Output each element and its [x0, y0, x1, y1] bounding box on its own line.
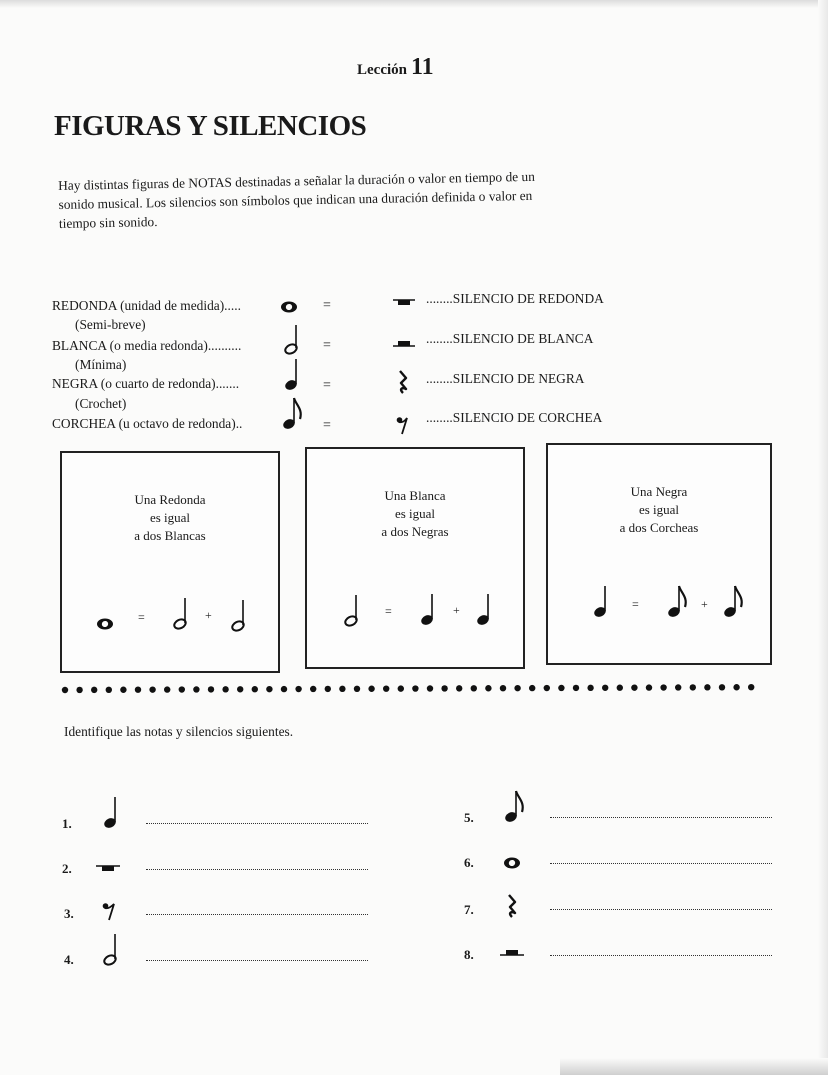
eighth-note-icon: [281, 397, 303, 431]
divider-dot: [660, 684, 666, 690]
quarter-rest-icon: [396, 370, 410, 394]
exercise-number: 4.: [64, 952, 74, 967]
box-line: es igual: [394, 506, 436, 521]
divider-dot: [383, 685, 389, 691]
quarter-note-icon: [475, 593, 493, 627]
answer-line[interactable]: [146, 823, 368, 824]
divider-dot: [339, 686, 345, 692]
divider-dot: [91, 687, 97, 693]
divider-dot: [295, 686, 301, 692]
figure-name-negra: NEGRA (o cuarto de redonda).......: [52, 376, 240, 391]
equals-sign: =: [138, 610, 145, 624]
figure-name-redonda: REDONDA (unidad de medida).....: [52, 298, 241, 313]
box-line: a dos Corcheas: [619, 520, 699, 535]
rest-label-corchea: ........SILENCIO DE CORCHEA: [426, 410, 603, 425]
answer-line[interactable]: [550, 955, 772, 956]
equals-sign: =: [323, 418, 331, 433]
divider-dot: [719, 684, 725, 690]
whole-note-icon: [96, 617, 114, 631]
equals-sign: =: [323, 298, 331, 313]
box-line: Una Redonda: [134, 492, 206, 507]
box-line: a dos Negras: [381, 524, 449, 539]
divider-dot: [76, 687, 82, 693]
divider-dot: [690, 684, 696, 690]
divider-dot: [471, 685, 477, 691]
divider-dot: [514, 685, 520, 691]
equals-sign: =: [323, 378, 331, 393]
box-line: es igual: [638, 502, 680, 517]
divider-dot: [252, 686, 258, 692]
exercise-instruction: Identifique las notas y silencios siguientes.: [64, 724, 294, 739]
quarter-note-icon: [283, 358, 301, 392]
divider-dot: [222, 686, 228, 692]
divider-dot: [120, 687, 126, 693]
divider-dot: [617, 685, 623, 691]
divider-dot: [573, 685, 579, 691]
equals-sign: =: [385, 604, 392, 618]
half-note-icon: [283, 324, 301, 356]
figure-name-corchea: CORCHEA (u octavo de redonda)..: [52, 416, 243, 431]
divider-dot: [675, 684, 681, 690]
answer-line[interactable]: [146, 914, 368, 915]
whole-rest-icon: [96, 864, 120, 874]
answer-line[interactable]: [550, 909, 772, 910]
exercise-number: 1.: [62, 816, 72, 831]
divider-dot: [529, 685, 535, 691]
divider-dot: [602, 685, 608, 691]
box-line: Una Blanca: [384, 488, 446, 503]
whole-note-icon: [503, 856, 521, 870]
equivalence-box-redonda: [60, 451, 280, 673]
answer-line[interactable]: [146, 960, 368, 961]
box-line: Una Negra: [630, 484, 688, 499]
exercise-number: 7.: [464, 902, 474, 917]
half-note-icon: [343, 594, 361, 628]
divider-dot: [208, 686, 214, 692]
divider-dot: [310, 686, 316, 692]
figure-alt-blanca: (Mínima): [75, 357, 127, 372]
equals-sign: =: [632, 597, 639, 611]
divider-dot: [646, 684, 652, 690]
quarter-note-icon: [102, 796, 120, 830]
intro-paragraph: Hay distintas figuras de NOTAS destinadas a señalar la duración o valor en tiempo de un sonido musical. Los silencios son símbolos que indican una duración definida o valor en tiempo sin sonido.: [58, 168, 536, 231]
divider-dot: [631, 684, 637, 690]
eighth-note-icon: [722, 585, 744, 619]
divider-dot: [281, 686, 287, 692]
rest-label-blanca: ........SILENCIO DE BLANCA: [426, 331, 594, 346]
rest-label-redonda: ........SILENCIO DE REDONDA: [426, 291, 604, 306]
divider-dot: [485, 685, 491, 691]
whole-rest-icon: [393, 298, 415, 308]
plus-sign: +: [453, 603, 460, 617]
divider-dot: [149, 686, 155, 692]
plus-sign: +: [205, 608, 212, 622]
half-rest-icon: [393, 338, 415, 350]
divider-dot: [179, 686, 185, 692]
divider-dot: [266, 686, 272, 692]
divider-dot: [544, 685, 550, 691]
half-note-icon: [102, 933, 120, 967]
divider-dot: [748, 684, 754, 690]
answer-line[interactable]: [550, 863, 772, 864]
eighth-note-icon: [666, 585, 688, 619]
equals-sign: =: [323, 338, 331, 353]
rest-label-negra: ........SILENCIO DE NEGRA: [426, 371, 585, 386]
eighth-rest-icon: [396, 416, 410, 436]
box-line: a dos Blancas: [134, 528, 206, 543]
answer-line[interactable]: [146, 869, 368, 870]
quarter-note-icon: [592, 585, 610, 619]
dotted-divider: [60, 682, 760, 696]
figure-alt-redonda: (Semi-breve): [75, 317, 146, 332]
divider-dot: [368, 686, 374, 692]
divider-dot: [456, 685, 462, 691]
divider-dot: [558, 685, 564, 691]
lesson-heading: [357, 54, 434, 81]
half-note-icon: [172, 597, 190, 631]
divider-dot: [704, 684, 710, 690]
divider-dot: [733, 684, 739, 690]
page-right-edge: [818, 0, 828, 1075]
lesson-label: Lección: [357, 62, 407, 78]
answer-line[interactable]: [550, 817, 772, 818]
divider-dot: [106, 687, 112, 693]
page-title: FIGURAS Y SILENCIOS: [54, 110, 367, 142]
whole-note-icon: [280, 300, 298, 314]
divider-dot: [412, 685, 418, 691]
exercise-number: 8.: [464, 947, 474, 962]
half-note-icon: [230, 599, 248, 633]
divider-dot: [237, 686, 243, 692]
exercise-number: 6.: [464, 855, 474, 870]
divider-dot: [587, 685, 593, 691]
divider-dot: [164, 686, 170, 692]
page-bottom-edge: [560, 1058, 828, 1075]
exercise-number: 5.: [464, 810, 474, 825]
figure-name-blanca: BLANCA (o media redonda)..........: [52, 338, 242, 353]
eighth-note-icon: [503, 790, 525, 824]
quarter-rest-icon: [505, 894, 519, 918]
eighth-rest-icon: [102, 902, 118, 922]
divider-dot: [427, 685, 433, 691]
plus-sign: +: [701, 597, 708, 611]
exercise-number: 3.: [64, 906, 74, 921]
divider-dot: [441, 685, 447, 691]
equivalence-box-negra: [546, 443, 772, 665]
quarter-note-icon: [419, 593, 437, 627]
divider-dot: [500, 685, 506, 691]
page-top-edge: [0, 0, 828, 8]
divider-dot: [325, 686, 331, 692]
half-rest-icon: [500, 947, 524, 959]
equivalence-box-blanca: [305, 447, 525, 669]
box-line: es igual: [149, 510, 191, 525]
divider-dot: [62, 687, 68, 693]
divider-dot: [398, 685, 404, 691]
lesson-number: 11: [411, 54, 434, 80]
divider-dot: [193, 686, 199, 692]
divider-dot: [354, 686, 360, 692]
exercise-number: 2.: [62, 861, 72, 876]
divider-dot: [135, 687, 141, 693]
figure-alt-negra: (Crochet): [75, 396, 127, 411]
